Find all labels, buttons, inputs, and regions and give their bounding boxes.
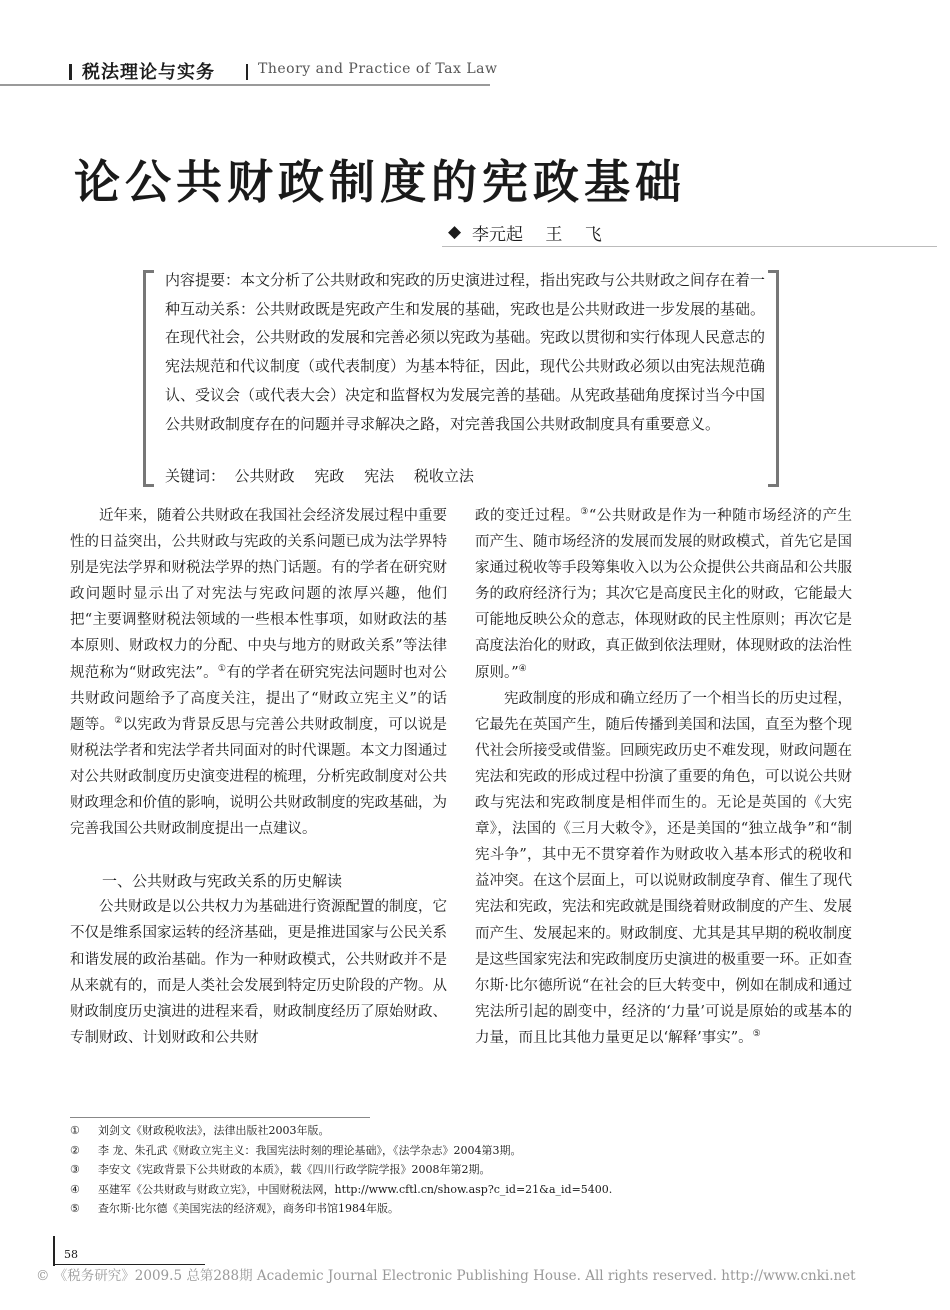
paragraph-text: 有的学者在研究宪法问题时也对公共财政问题给予了高度关注，提出了“财政立宪主义”的话题等。 — [70, 664, 447, 733]
footnote-number: ② — [70, 1143, 80, 1157]
paragraph-text: 政的变迁过程。 — [475, 508, 581, 524]
body-column-right — [475, 503, 852, 1051]
paragraph-text: “公共财政是作为一种随市场经济的产生而产生、随市场经济的发展而发展的财政模式，首先它是国家通过税收等手段筹集收入以为公众提供公共商品和公共服务的政府经济行为；其次它是高度民主化的财政，它能最大可能地反映公众的意志，体现财政的民主性原则；再次它是高度法治化的财政，真正做到依法理财，体现财政的法治性原则。” — [475, 508, 852, 681]
journal-section-en: Theory and Practice of Tax Law — [258, 61, 498, 77]
footnote-text: 查尔斯·比尔德《美国宪法的经济观》，商务印书馆1984年版。 — [98, 1202, 399, 1215]
paragraph-text: 近年来，随着公共财政在我国社会经济发展过程中重要性的日益突出，公共财政与宪政的关系问题已成为法学界特别是宪法学界和财税法学界的热门话题。有的学者在研究财政问题时显示出了对宪法与宪政问题的浓厚兴趣，他们把“主要调整财税法领域的一些根本性事项，如财政法的基本原则、财政权力的分配、中央与地方的财政关系”等法律规范称为“财政宪法”。 — [70, 508, 447, 681]
diamond-icon: ◆ — [448, 222, 462, 242]
paragraph: 公共财政是以公共权力为基础进行资源配置的制度，它不仅是维系国家运转的经济基础，更是推进国家与公民关系和谐发展的政治基础。作为一种财政模式，公共财政并不是从来就有的，而是人类社会发展到特定历史阶段的产物。从财政制度历史演进的进程来看，财政制度经历了原始财政、专制财政、计划财政和公共财 — [70, 899, 447, 1046]
footnote-item — [70, 1199, 870, 1219]
abstract-bracket-left — [143, 270, 154, 487]
keywords: 关键词： 公共财政 宪政 宪法 税收立法 — [165, 467, 474, 485]
copyright-line: © 《税务研究》2009.5 总第288期 Academic Journal Electronic Publishing House. All rights reserved. http://www.cnki.net — [36, 1268, 856, 1284]
footnote-item — [70, 1160, 870, 1180]
header-rule — [0, 84, 490, 86]
footnote-text: 李安文《宪政背景下公共财政的本质》，载《四川行政学院学报》2008年第2期。 — [98, 1163, 491, 1176]
footnote-list — [70, 1121, 870, 1219]
footnote-number: ③ — [70, 1163, 80, 1176]
paragraph-text: 宪政制度的形成和确立经历了一个相当长的历史过程，它最先在英国产生，随后传播到美国和法国，直至为整个现代社会所接受或借鉴。回顾宪政历史不难发现，财政问题在宪法和宪政的形成过程中扮演了重要的角色，可以说公共财政与宪法和宪政制度是相伴而生的。无论是英国的《大宪章》，法国的《三月大敕令》，还是美国的“独立战争”和“制宪斗争”，其中无不贯穿着作为财政收入基本形式的税收和益冲突。在这个层面上，可以说财政制度孕育、催生了现代宪法和宪政，宪法和宪政就是围绕着财政制度的产生、发展而产生、发展起来的。财政制度、尤其是其早期的税收制度是这些国家宪法和宪政制度历史演进的极重要一环。正如查尔斯·比尔德所说“在社会的巨大转变中，例如在制成和通过宪法所引起的剧变中，经济的‘力量’可说是原始的或基本的力量，而且比其他力量更足以‘解释’事实”。 — [475, 690, 852, 1046]
page-number: 58 — [64, 1248, 78, 1261]
footnote-ref: ④ — [518, 663, 527, 674]
page-bar — [53, 1236, 55, 1266]
footnote-ref: ③ — [580, 507, 589, 518]
footnote-item — [70, 1121, 870, 1141]
footnote-text: 巫建军《公共财政与财政立宪》，中国财税法网，http://www.cftl.cn/show.asp?c_id=21&a_id=5400. — [98, 1182, 613, 1196]
authors-rule — [442, 246, 937, 247]
footnote-text: 刘剑文《财政税收法》，法律出版社2003年版。 — [98, 1124, 330, 1137]
abstract-bracket-right — [768, 270, 779, 487]
paragraph — [70, 503, 447, 842]
footnote-number: ① — [70, 1124, 80, 1137]
body-column-left — [70, 503, 447, 1051]
abstract-text: 内容提要：本文分析了公共财政和宪政的历史演进过程，指出宪政与公共财政之间存在着一种互动关系：公共财政既是宪政产生和发展的基础，宪政也是公共财政进一步发展的基础。在现代社会，公共财政的发展和完善必须以宪政为基础。宪政以贯彻和实行体现人民意志的宪法规范和代议制度（或代表制度）为基本特征，因此，现代公共财政必须以由宪法规范确认、受议会（或代表大会）决定和监督权为发展完善的基础。从宪政基础角度探讨当今中国公共财政制度存在的问题并寻求解决之路，对完善我国公共财政制度具有重要意义。 — [165, 271, 766, 433]
paragraph-text: 以宪政为背景反思与完善公共财政制度，可以说是财税法学者和宪法学者共同面对的时代课题。本文力图通过对公共财政制度历史演变进程的梳理，分析宪政制度对公共财政理念和价值的影响，说明公共财政制度的宪政基础，为完善我国公共财政制度提出一点建议。 — [70, 716, 448, 838]
paragraph — [475, 503, 852, 686]
footnote-item — [70, 1180, 870, 1200]
footnote-item — [70, 1141, 870, 1161]
header-bar-left — [69, 64, 72, 80]
footnote-number: ④ — [70, 1182, 80, 1196]
footnote-ref: ⑤ — [752, 1029, 761, 1040]
paragraph — [475, 686, 852, 1051]
article-title: 论公共财政制度的宪政基础 — [74, 155, 686, 209]
header-bar-divider — [246, 64, 248, 80]
section-heading: 一、公共财政与宪政关系的历史解读 — [102, 872, 343, 891]
footnote-ref: ② — [114, 715, 123, 726]
journal-section-cn: 税法理论与实务 — [82, 62, 215, 83]
footnote-number: ⑤ — [70, 1202, 80, 1215]
footnote-rule — [70, 1117, 370, 1118]
article-authors: 李元起 王 飞 — [472, 225, 602, 245]
footnote-ref: ① — [217, 663, 227, 674]
footnote-text: 李 龙、朱孔武《财政立宪主义：我国宪法时刻的理论基础》，《法学杂志》2004第3期。 — [98, 1143, 522, 1157]
